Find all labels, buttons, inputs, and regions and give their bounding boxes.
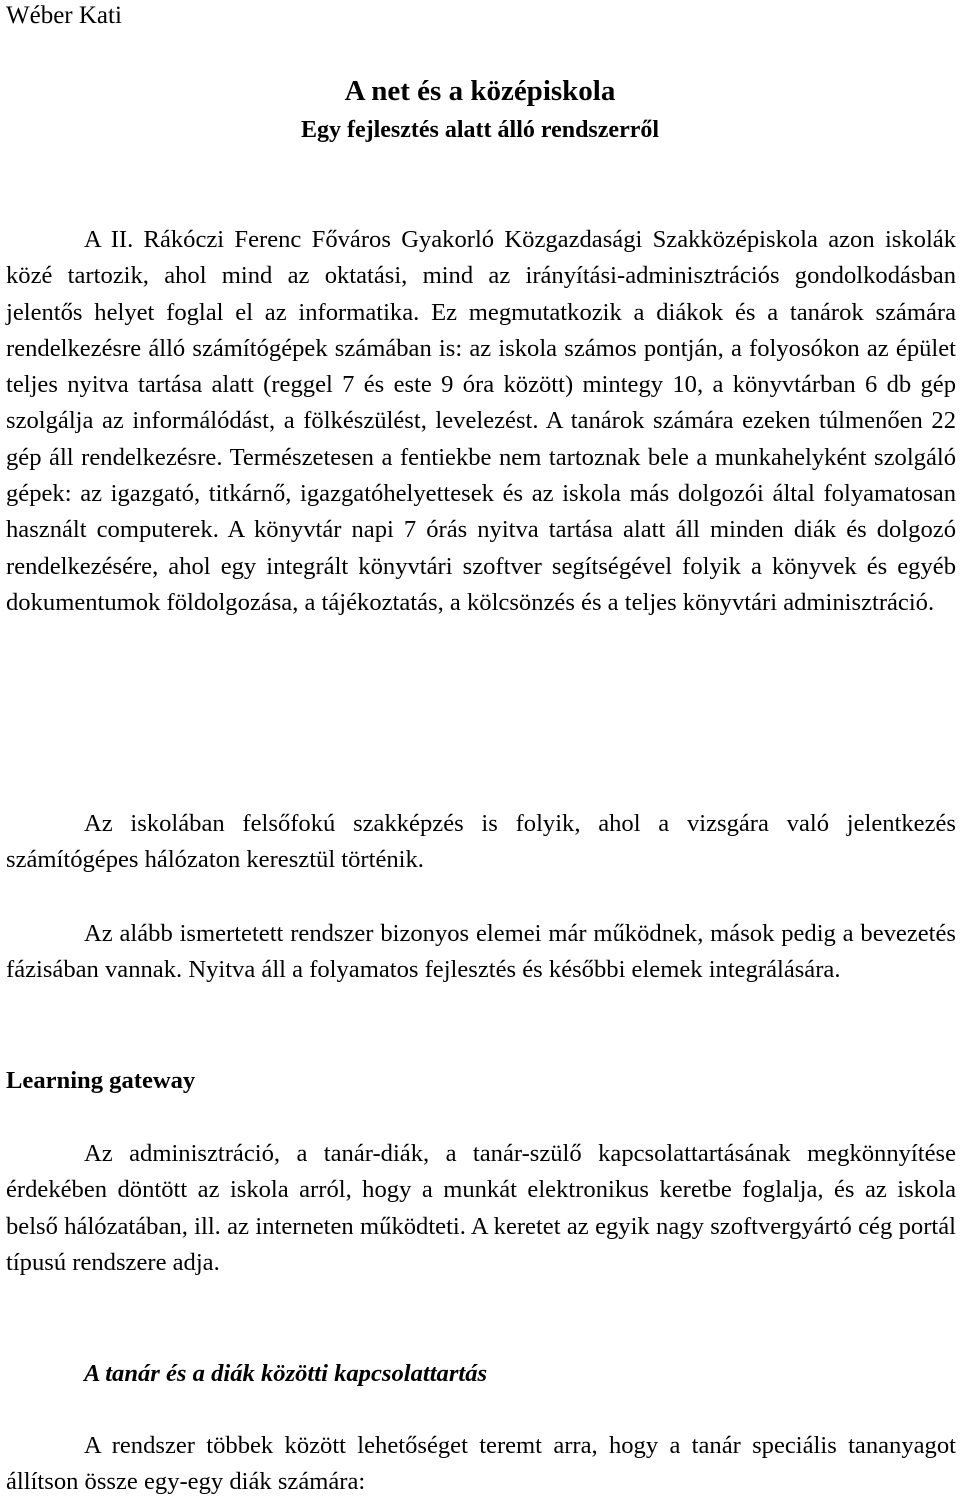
section-paragraph: Az adminisztráció, a tanár-diák, a tanár-szülő kapcsolattartásának megkönnyítése érdekében döntött az iskola arról, hogy a munkát elektronikus keretbe foglalja, és az iskola belső hálózatában, ill. az interneten működteti. A keretet az egyik nagy szoftvergyártó cég portál típusú rendszere adja. <box>6 1140 956 1276</box>
document-title: A net és a középiskola <box>344 75 616 107</box>
body-paragraph: Az iskolában felsőfokú szakképzés is folyik, ahol a vizsgára való jelentkezés számítógépes hálózaton keresztül történik. <box>6 810 956 874</box>
author-name: Wéber Kati <box>6 2 122 29</box>
subsection-heading: A tanár és a diák közötti kapcsolattartás <box>84 1360 488 1387</box>
document-subtitle: Egy fejlesztés alatt álló rendszerről <box>300 117 660 143</box>
subsection-paragraph: A rendszer többek között lehetőséget teremt arra, hogy a tanár speciális tananyagot állítson össze egy-egy diák számára: <box>6 1432 956 1496</box>
section-heading: Learning gateway <box>6 1067 196 1094</box>
body-paragraph: A II. Rákóczi Ferenc Főváros Gyakorló Közgazdasági Szakközépiskola azon iskolák közé tartozik, ahol mind az oktatási, mind az irányítási-adminisztrációs gondolkodásban jelentős helyet foglal el az informatika. Ez megmutatkozik a diákok és a tanárok számára rendelkezésre álló számítógépek számában is: az iskola számos pontján, a folyosókon az épület teljes nyitva tartása alatt (reggel 7 és este 9 óra között) mintegy 10, a könyvtárban 6 db gép szolgálja az informálódást, a fölkészülést, levelezést. A tanárok számára ezeken túlmenően 22 gép áll rendelkezésre. Természetesen a fentiekbe nem tartoznak bele a munkahelyként szolgáló gépek: az igazgató, titkárnő, igazgatóhelyettesek és az iskola más dolgozói által folyamatosan használt computerek. A könyvtár napi 7 órás nyitva tartása alatt áll minden diák és dolgozó rendelkezésére, ahol egy integrált könyvtári szoftver segítségével folyik a könyvek és egyéb dokumentumok földolgozása, a tájékoztatás, a kölcsönzés és a teljes könyvtári adminisztráció. <box>6 226 956 616</box>
body-paragraph: Az alább ismertetett rendszer bizonyos elemei már működnek, mások pedig a bevezetés fázisában vannak. Nyitva áll a folyamatos fejlesztés és későbbi elemek integrálására. <box>6 920 956 984</box>
